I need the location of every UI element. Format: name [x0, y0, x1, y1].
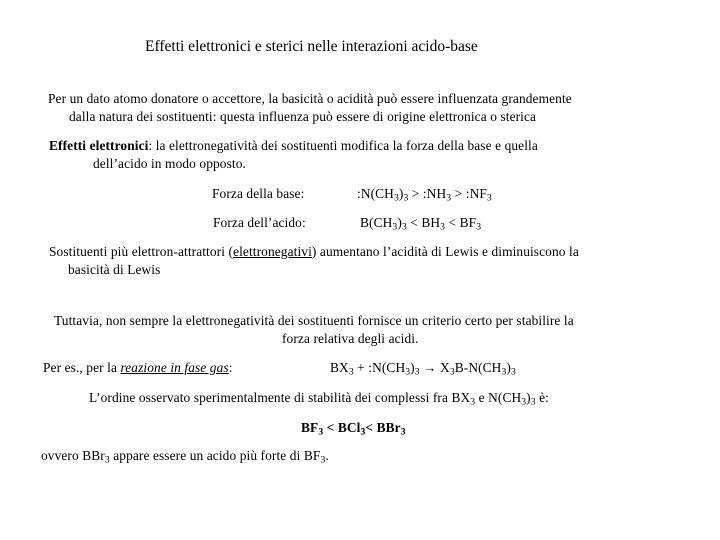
electronic-effects-line-2: dell’acido in modo opposto. — [93, 156, 246, 171]
however-line-1: Tuttavia, non sempre la elettronegatività dei sostituenti fornisce un criterio certo per stabilire la — [54, 313, 574, 328]
substituents-line-1: Sostituenti più elettron-attrattori (elettronegativi) aumentano l’acidità di Lewis e diminuiscono la — [49, 244, 579, 259]
base-strength-label: Forza della base: — [212, 186, 305, 201]
conclusion-line: ovvero BBr$_3$ appare essere un acido più forte di $BF_3$. — [41, 448, 329, 466]
acid-strength-label: Forza dell’acido: — [213, 215, 306, 230]
substituents-line-2: basicità di Lewis — [68, 262, 161, 277]
stability-series: $BF_3 < BCl_3< BBr_3$ — [301, 420, 406, 438]
reaction-arrow-icon: → — [419, 360, 441, 375]
electronegative-term: elettronegativi — [233, 244, 312, 259]
base-strength-formula: $:N(CH_3)_3$ > $:NH_3$ > $:NF_3$ — [357, 186, 492, 204]
acid-strength-formula: $B(CH_3)_3 < BH_3 < BF_3$ — [360, 215, 482, 233]
electronic-effects-heading: Effetti elettronici — [49, 138, 149, 153]
however-line-2: forza relativa degli acidi. — [282, 331, 419, 346]
electronic-effects-text: : la elettronegatività dei sostituenti modifica la forza della base e quella — [148, 138, 538, 153]
intro-line-1: Per un dato atomo donatore o accettore, la basicità o acidità può essere influenzata grandemente — [48, 91, 572, 106]
electronic-effects-line-1 — [49, 138, 538, 154]
intro-line-2: dalla natura dei sostituenti: questa influenza può essere di origine elettronica o sterica — [69, 109, 537, 124]
reaction-equation: $BX_3$ + $:N(CH_3)_3 \to X_3B-N(CH_3)_3$ — [330, 360, 516, 378]
stability-order-line: L’ordine osservato sperimentalmente di stabilità dei complessi fra $BX_3$ e $N(CH_3)_3$ è: — [89, 390, 549, 408]
example-intro: Per es., per la reazione in fase gas: — [43, 360, 233, 375]
gas-phase-reaction: reazione in fase gas — [120, 360, 229, 375]
page-title: Effetti elettronici e sterici nelle interazioni acido-base — [145, 38, 478, 55]
